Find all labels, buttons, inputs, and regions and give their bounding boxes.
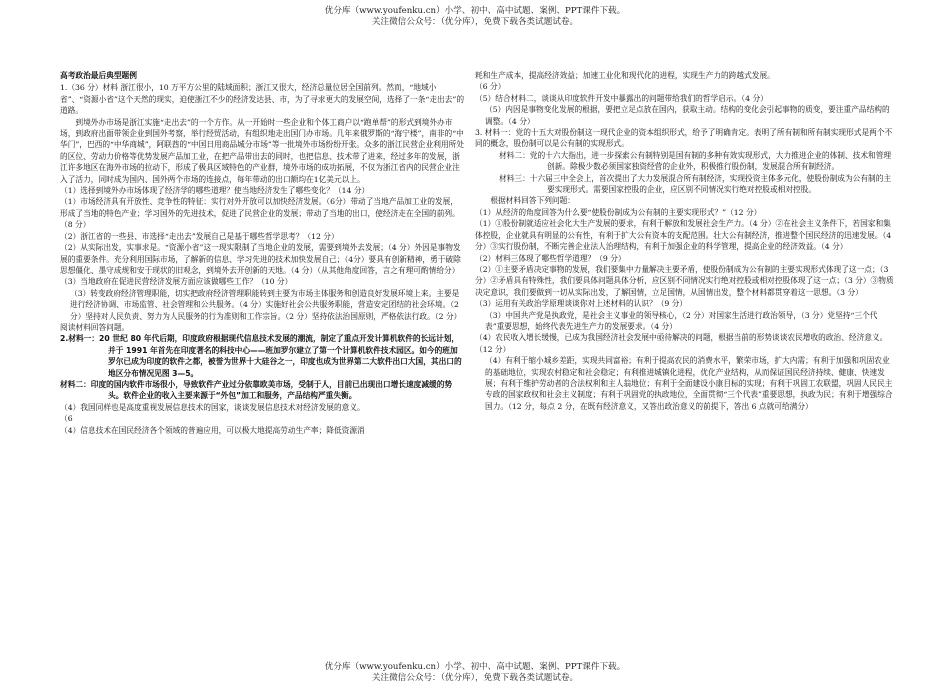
answer-4-continued: 耗和生产成本，提高经济效益；加速工业化和现代化的进程，实现生产力的跨越式发展。 bbox=[475, 71, 775, 80]
q2-answer-4: （4）信息技术在国民经济各个领域的普遍应用，可以极大地提高劳动生产率；降低资源消 bbox=[60, 425, 365, 435]
q1-answer-2: （2）从实际出发，实事求是。“资源小省”这一现实限制了当地企业的发展，需要到境外去发展；（4 分）外因是事物发展的重要条件。充分利用国际市场，了解新的信息、学习先进的技术加快发展自己；（4分）要具有创新精神，勇于破除思想僵化、墨守成规和安于现状的旧观念，到境外去开创新的天地。（4 分）（从其他角度回答，言之有理可酌情给分） bbox=[60, 243, 461, 275]
q3-answer-3: （3）中国共产党是执政党，是社会主义事业的领导核心，（2 分）对国家生活进行政治领导，（3 分）党坚持“三个代表”重要思想，始终代表先进生产力的发展要求。（4 分） bbox=[485, 310, 878, 331]
q2-material-1 bbox=[60, 333, 465, 379]
q3-answer-1: （1）①股份制就适应社会化大生产发展的要求，有利于解放和发展社会生产力。（4 分）②在社会主义条件下，若国家和集体控股，企业就具有明显的公有性，有利于扩大公有资本的支配范围。壮大公有制经济，推进整个国民经济的迅速发展。（4 分）③实行股份制，不断完善企业法人治理结构，有利于加强企业的科学管理，提高企业的经济效益。（4 分） bbox=[475, 219, 892, 252]
q2-material-1-label: 2.材料一： bbox=[60, 334, 100, 344]
answer-5: （5）内因是事物变化发展的根据，要把立足点放在国内，获取主动。结构的变化会引起事物的质变，要注重产品结构的调整。（4 分） bbox=[485, 105, 890, 126]
q3-read-instruction: 根据材料回答下列问题： bbox=[490, 196, 575, 206]
q2-material-1-text: 20 世纪 80 年代后期，印度政府根据现代信息技术发展的潮流，制定了重点开发计算机软件的长远计划，并于 1991 年首先在印度著名的科技中心——班加罗尔建立了第一个计算机软件技术园区。如今的班加罗尔已成为印度的软件之都，被誉为世界十大硅谷之一，印度也成为世界第二大软件出口大国，其出口的地区分布情况见图 3—5。 bbox=[99, 334, 462, 378]
q3-material-1-text: 党的十五大对股份制这一现代企业的资本组织形式，给予了明确肯定。表明了所有制和所有制实现形式是两个不同的概念，股份制可以是公有制的实现形式。 bbox=[475, 128, 893, 149]
q3-material-1-label: 3. 材料一： bbox=[475, 128, 516, 138]
q1-subquestion-1: （1）选择到境外办市场体现了经济学的哪些道理？使当地经济发生了哪些变化？（14 分） bbox=[60, 186, 370, 196]
q1-answer-3: （3）转变政府经济管理职能，切实把政府经济管理职能转到主要为市场主体服务和创造良好发展环境上来。主要是进行经济协调、市场监管、社会管理和公共服务。（4 分）实施好社会公共服务职能，营造安定团结的社会环境。（2 分）坚持对人民负责、努力为人民服务的行为准则和工作宗旨。（2 分）坚持依法治国原则，严格依法行政。（2 分） bbox=[70, 288, 462, 321]
q3-material-3-text: 十六届三中全会上，首次提出了大力发展混合所有制经济，实现投资主体多元化，使股份制成为公有制的主要实现形式。需要国家控股的企业，应区别不同情况实行绝对控股或相对控股。 bbox=[529, 173, 892, 195]
q2-material-2-text: 印度的国内软件市场很小，导致软件产业过分依靠欧美市场，受制于人，目前已出现出口增长速度减缓的势头。软件企业的收入主要来源于“外包”加工和服务，产品结构严重失衡。 bbox=[90, 379, 453, 401]
footer-line-1: 优分库（www.youfenku.cn）小学、初中、高中试题、案例、PPT课件下载。 bbox=[324, 662, 626, 672]
q2-subquestion-4: （4）我国同样也是高度重视发展信息技术的国家，谈谈发展信息技术对经济发展的意义。 bbox=[60, 402, 365, 412]
answer-4-score: （6 分） bbox=[475, 82, 506, 92]
q3-material-3 bbox=[475, 173, 895, 196]
q3-material-1 bbox=[475, 127, 895, 150]
q2-material-2-label: 材料二： bbox=[60, 379, 91, 389]
q2-subquestion-4-score: （6 bbox=[60, 414, 73, 424]
left-column bbox=[60, 70, 465, 436]
q1-intro: 1.（36 分）材料 浙江很小，10 万平方公里的陆域面积；浙江又很大，经济总量位居全国前列。然而，“地域小省”、“资源小省”这个天然的现实，迫使浙江不少的经济发达县、市，为了寻求更大的发展空间，选择了一条“走出去”的道路。 bbox=[60, 83, 465, 116]
page-header bbox=[0, 6, 950, 28]
q1-answer-1: （1）市场经济具有开放性、竞争性的特征：实行对外开放可以加快经济发展。（6分）带动了当地产品加工业的发展，形成了当地的特色产业；学习国外的先进技术，促进了民营企业的发展；带动了当地的出口，使经济走在全国的前列。（8 分） bbox=[60, 197, 460, 230]
q3-material-3-label: 材料三： bbox=[499, 173, 530, 183]
read-instruction: 阅读材料回答问题。 bbox=[60, 322, 130, 332]
header-line-1: 优分库（www.youfenku.cn）小学、初中、高中试题、案例、PPT课件下载。 bbox=[324, 6, 626, 16]
q1-subquestion-3: （3）当地政府在促进民营经济发展方面应该做哪些工作？（10 分） bbox=[60, 277, 293, 287]
subquestion-5: （5）结合材料二，谈谈从印度软件开发中暴露出的问题带给我们的哲学启示。（4 分） bbox=[475, 93, 768, 103]
q3-material-2 bbox=[475, 150, 895, 173]
right-column bbox=[475, 70, 895, 412]
q3-material-2-label: 材料二： bbox=[499, 150, 530, 160]
q2-material-2 bbox=[60, 379, 465, 402]
footer-line-2: 关注微信公众号：（优分库），免费下载各类试题试卷。 bbox=[371, 673, 579, 683]
page-footer bbox=[0, 662, 950, 684]
q3-subquestion-4: （4）农民收入增长缓慢，已成为我国经济社会发展中亟待解决的问题，根据当前的形势谈谈农民增收的政治、经济意义。（12 分） bbox=[475, 333, 888, 354]
q3-subquestion-1: （1）从经济的角度回答为什么要“使股份制成为公有制的主要实现形式？”（12 分） bbox=[475, 207, 762, 217]
header-line-2: 关注微信公众号：（优分库），免费下载各类试题试卷。 bbox=[371, 17, 579, 27]
q3-answer-2: （2）①主要矛盾决定事物的发展，我们要集中力量解决主要矛盾，使股份制成为公有制的主要实现形式体现了这一点；（3 分）②矛盾具有特殊性，我们要具体问题具体分析，应区别不同情况实行绝对控股或相对控股体现了这一点；（3 分）③物质决定意识，我们要做到一切从实际出发，了解国情，立足国情，从国情出发，整个材料都贯穿着这一思想。（3 分） bbox=[475, 264, 894, 297]
q1-subquestion-2: （2）浙江省的一些县、市选择“走出去”发展自己是基于哪些哲学思考？（12 分） bbox=[60, 231, 339, 241]
q3-subquestion-3: （3）运用有关政治学原理谈谈你对上述材料的认识？（9 分） bbox=[475, 299, 688, 309]
document-title: 高考政治最后典型题例 bbox=[60, 71, 137, 80]
q3-subquestion-2: （2）材料三体现了哪些哲学道理？（9 分） bbox=[475, 253, 626, 263]
q3-material-2-text: 党的十六大指出，进一步探索公有制特别是国有制的多种有效实现形式，大力推进企业的体制、技术和管理创新。除极少数必须国家独资经营的企业外，积极推行股份制，发展混合所有制经济。 bbox=[529, 150, 892, 172]
q1-material-paragraph: 到境外办市场是浙江实施“走出去”的一个方作。从一开始时一些企业和个体工商户以“跑单帮”的形式到境外办市场，到政府出面带领企业到国外考察，举行经贸活动，有组织地走出国门办市场。几年来俄罗斯的“海宁楼”，南非的“中华门”，巴西的“中华商城”，阿联酋的“中国日用商品城分市场”等一批境外市场纷纷开张。众多的浙江民营企业利用所处的区位、劳动力价格等优势发展产品加工业，在把产品带出去的同时，也把信息、技术带了进来，经过多年的发展，浙江许多地区在海外市场的拉动下，形成了极具区域特色的产业群，境外市场的成功拓展，不仅为浙江省内的民营企业注入了活力，同时成为国内、国外两个市场的连接点，每年带动的出口额均在1亿美元以上。 bbox=[60, 117, 465, 184]
q3-answer-4: （4）有利于缩小城乡差距，实现共同富裕；有利于提高农民的消费水平，繁荣市场，扩大内需；有利于加强和巩固农业的基础地位，实现农村稳定和社会稳定；有利推进城镇化进程，优化产业结构，从而保证国民经济持续、健康、快速发展；有利于维护劳动者的合法权利和主人翁地位；有利于全面建设小康目标的实现；有利于巩固工农联盟，巩固人民民主专政的国家政权和社会主义制度；有利于巩固党的执政地位，全面贯彻“三个代表”重要思想，执政为民；有利于增强综合国力。（12 分，每点 2 分，在既有经济意义，又答出政治意义的前提下，答出 6 点就可给满分） bbox=[485, 356, 893, 411]
